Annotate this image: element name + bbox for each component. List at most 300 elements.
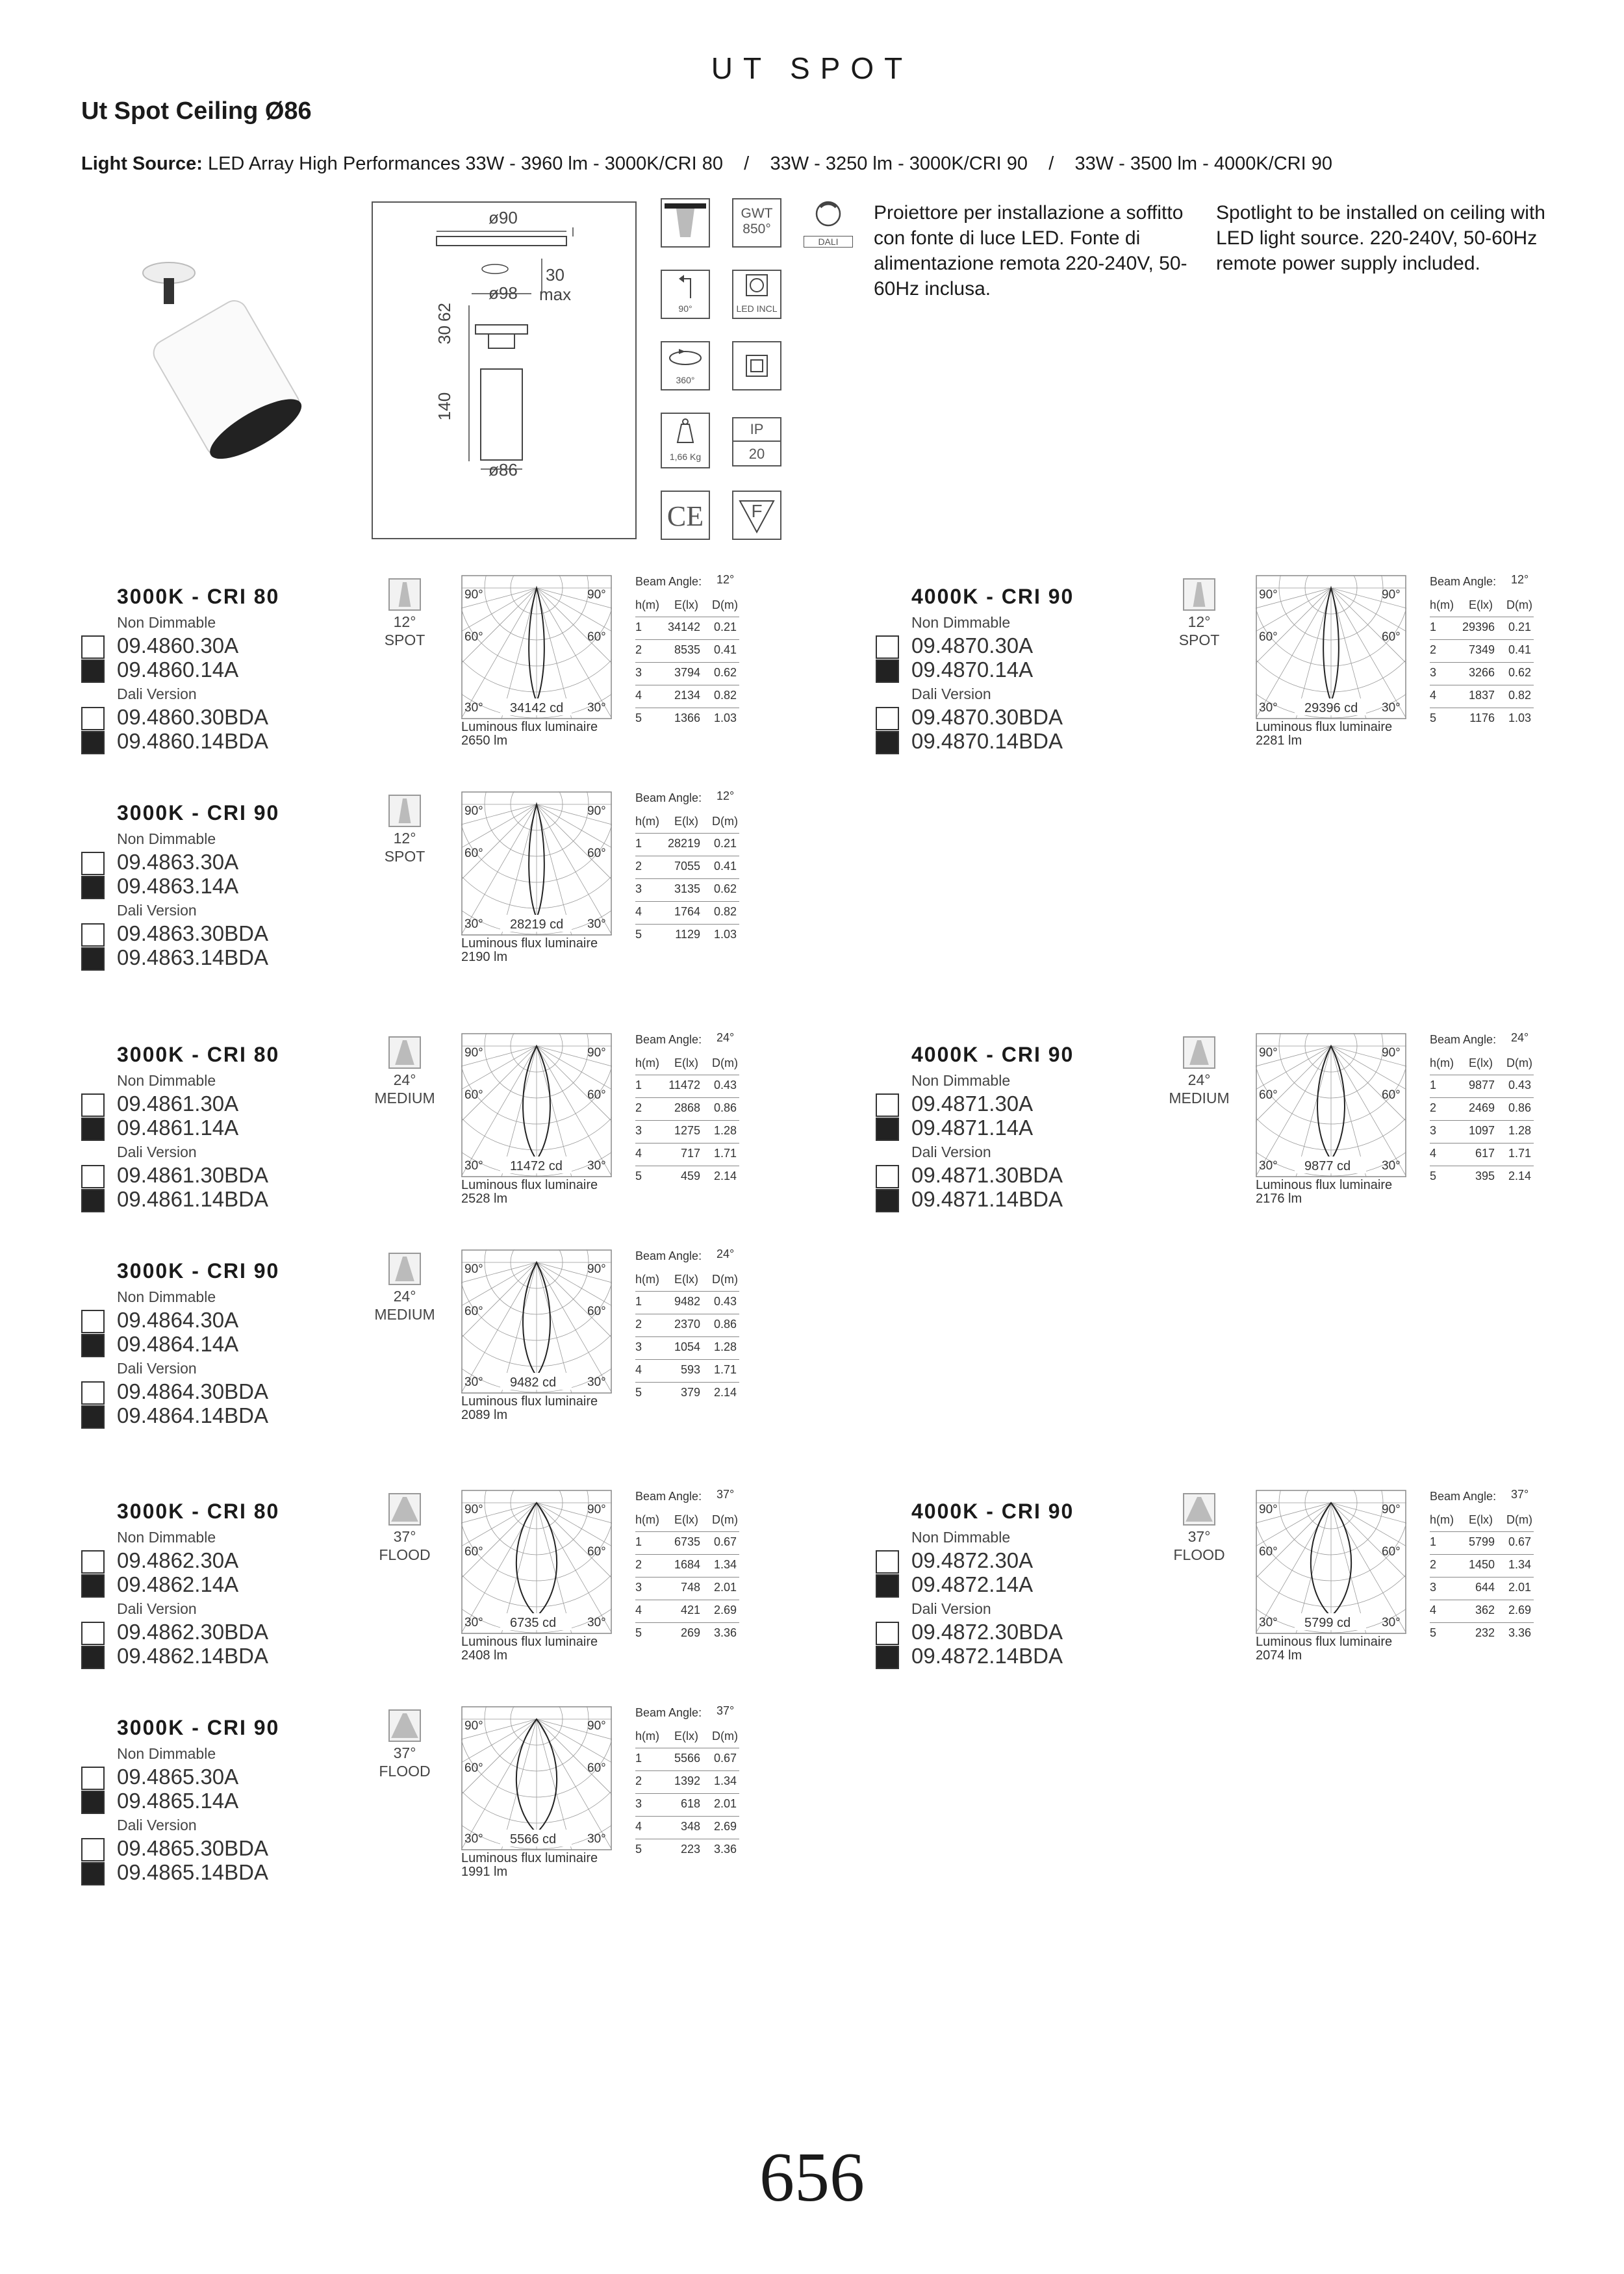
luminous-flux-caption: Luminous flux luminaire [1256, 1635, 1393, 1649]
table-cell-d: 0.21 [1508, 620, 1531, 633]
black-finish-swatch [81, 947, 105, 971]
light-source-line [81, 153, 1332, 175]
table-cell-e: 232 [1475, 1626, 1495, 1639]
non-dimmable-label: Non Dimmable [117, 830, 216, 847]
table-divider [635, 1382, 739, 1383]
table-divider [635, 1359, 739, 1360]
table-cell-d: 2.69 [1508, 1603, 1531, 1616]
polar-angle-label: 30° [1382, 1159, 1401, 1173]
dali-label: DALI [804, 236, 853, 248]
table-cell-e: 1275 [674, 1124, 700, 1137]
f-mark-icon [732, 491, 781, 540]
table-divider [1430, 1531, 1534, 1532]
black-finish-swatch [81, 1118, 105, 1141]
table-cell-h: 4 [1430, 1147, 1437, 1160]
col-e: E(lx) [674, 1730, 698, 1743]
article-code: 09.4864.30A [117, 1308, 239, 1332]
brand-title: UT SPOT [711, 51, 913, 85]
col-h: h(m) [635, 815, 659, 828]
table-divider [1430, 1577, 1534, 1578]
luminous-flux-value: 2650 lm [461, 734, 508, 748]
beam-shape-icon [388, 1253, 421, 1285]
polar-angle-label: 90° [464, 1262, 483, 1276]
weight-label: 1,66 Kg [669, 452, 702, 462]
table-cell-e: 1366 [674, 711, 700, 724]
article-code: 09.4871.14A [911, 1116, 1034, 1140]
beam-angle-caption: Beam Angle: [635, 1706, 702, 1719]
polar-angle-label: 30° [1382, 1616, 1401, 1629]
table-cell-e: 617 [1475, 1147, 1495, 1160]
table-cell-e: 1684 [674, 1558, 700, 1571]
col-d: D(m) [1506, 1513, 1532, 1526]
article-code: 09.4862.14A [117, 1572, 239, 1596]
polar-angle-label: 60° [587, 630, 606, 644]
dali-version-label: Dali Version [117, 1600, 197, 1617]
non-dimmable-label: Non Dimmable [117, 1288, 216, 1305]
light-source-label: Light Source: [81, 153, 203, 174]
polar-angle-label: 30° [587, 917, 606, 931]
dimension-drawing [372, 201, 637, 539]
table-cell-d: 2.69 [713, 1603, 737, 1616]
table-cell-d: 0.21 [713, 837, 737, 850]
table-cell-d: 0.21 [713, 620, 737, 633]
ip-label: IP [733, 421, 780, 442]
table-divider [635, 1793, 739, 1794]
beam-angle-label: 12° [1187, 613, 1211, 630]
table-cell-h: 4 [635, 1603, 642, 1616]
beam-type-label: FLOOD [379, 1763, 431, 1780]
table-cell-d: 2.14 [1508, 1169, 1531, 1182]
table-cell-e: 1176 [1469, 711, 1495, 724]
table-cell-d: 1.28 [713, 1124, 737, 1137]
section-title: 4000K - CRI 90 [911, 585, 1074, 608]
section-title: 3000K - CRI 90 [117, 801, 280, 824]
article-code: 09.4863.30BDA [117, 921, 269, 945]
article-code: 09.4862.14BDA [117, 1644, 269, 1668]
polar-angle-label: 90° [1382, 1046, 1401, 1060]
polar-angle-label: 30° [464, 1616, 483, 1629]
table-cell-h: 1 [635, 1295, 642, 1308]
beam-angle-label: 24° [393, 1288, 416, 1305]
beam-shape-icon [388, 1709, 421, 1742]
peak-intensity-label: 28219 cd [510, 917, 564, 932]
col-e: E(lx) [674, 598, 698, 611]
description-english: Spotlight to be installed on ceiling with LED light source. 220-240V, 50-60Hz remote power supply included. [1216, 202, 1545, 274]
table-cell-h: 4 [1430, 1603, 1437, 1616]
beam-type-label: MEDIUM [1169, 1090, 1230, 1106]
col-d: D(m) [712, 598, 738, 611]
beam-shape-icon [1183, 578, 1215, 611]
table-cell-d: 1.03 [713, 928, 737, 941]
table-cell-h: 3 [635, 666, 642, 679]
beam-type-label: MEDIUM [374, 1090, 435, 1106]
table-cell-h: 3 [1430, 1124, 1437, 1137]
article-code: 09.4870.30A [911, 633, 1034, 658]
table-cell-e: 1097 [1468, 1124, 1495, 1137]
table-cell-e: 3794 [674, 666, 700, 679]
beam-angle-label: 12° [393, 613, 416, 630]
polar-angle-label: 60° [464, 1761, 483, 1775]
article-code: 09.4861.14A [117, 1116, 239, 1140]
dim-max: max [539, 285, 572, 304]
beam-shape-icon [388, 578, 421, 611]
polar-angle-label: 60° [1259, 630, 1278, 644]
table-divider [635, 901, 739, 902]
table-divider [635, 1291, 739, 1292]
non-dimmable-label: Non Dimmable [911, 614, 1011, 631]
dim-v30: 30 [434, 326, 454, 344]
table-cell-d: 0.86 [713, 1318, 737, 1331]
beam-angle-label: 12° [393, 830, 416, 847]
table-divider [635, 833, 739, 834]
article-code: 09.4864.14BDA [117, 1403, 269, 1427]
table-cell-h: 1 [1430, 620, 1437, 633]
col-d: D(m) [712, 815, 738, 828]
beam-angle-caption: Beam Angle: [1430, 1033, 1497, 1046]
table-divider [1430, 1120, 1534, 1121]
polar-angle-label: 30° [1259, 1616, 1278, 1629]
luminous-flux-value: 2408 lm [461, 1648, 508, 1663]
col-h: h(m) [635, 598, 659, 611]
polar-angle-label: 90° [587, 588, 606, 602]
black-finish-swatch [876, 1574, 899, 1598]
section-title: 3000K - CRI 80 [117, 1500, 280, 1523]
polar-angle-label: 90° [464, 1503, 483, 1516]
table-cell-e: 34142 [667, 620, 700, 633]
white-finish-swatch [876, 1165, 899, 1188]
table-cell-d: 2.01 [713, 1797, 737, 1810]
polar-angle-label: 90° [587, 1262, 606, 1276]
table-cell-e: 1054 [674, 1340, 700, 1353]
beam-angle-caption: Beam Angle: [635, 575, 702, 588]
peak-intensity-label: 5566 cd [510, 1832, 557, 1846]
white-finish-swatch [876, 707, 899, 730]
black-finish-swatch [81, 659, 105, 683]
article-code: 09.4863.14BDA [117, 945, 269, 969]
table-cell-d: 0.82 [1508, 689, 1531, 702]
article-code: 09.4872.30A [911, 1548, 1034, 1572]
polar-angle-label: 30° [464, 1832, 483, 1846]
table-cell-h: 3 [635, 1124, 642, 1137]
col-e: E(lx) [1469, 1513, 1493, 1526]
non-dimmable-label: Non Dimmable [911, 1072, 1011, 1089]
table-cell-d: 0.82 [713, 905, 737, 918]
table-cell-d: 2.69 [713, 1820, 737, 1833]
article-code: 09.4871.14BDA [911, 1187, 1063, 1211]
table-cell-h: 1 [635, 1535, 642, 1548]
table-cell-d: 1.71 [713, 1363, 737, 1376]
polar-angle-label: 60° [464, 1088, 483, 1102]
section-title: 3000K - CRI 90 [117, 1259, 280, 1283]
polar-angle-label: 30° [1259, 1159, 1278, 1173]
table-cell-d: 0.43 [713, 1295, 737, 1308]
polar-angle-label: 60° [587, 1545, 606, 1559]
col-d: D(m) [712, 1730, 738, 1743]
article-code: 09.4871.30BDA [911, 1163, 1063, 1187]
table-cell-d: 1.34 [1508, 1558, 1531, 1571]
black-finish-swatch [81, 731, 105, 754]
ip-value: 20 [748, 446, 765, 462]
spot-shape-icon [661, 198, 710, 248]
polar-angle-label: 90° [1259, 1503, 1278, 1516]
section-title: 3000K - CRI 80 [117, 585, 280, 608]
polar-angle-label: 90° [587, 1503, 606, 1516]
article-code: 09.4865.14BDA [117, 1860, 269, 1884]
polar-angle-label: 30° [464, 701, 483, 715]
table-cell-e: 7055 [674, 860, 700, 873]
white-finish-swatch [81, 707, 105, 730]
table-cell-e: 1129 [675, 928, 700, 941]
table-cell-h: 2 [635, 1774, 642, 1787]
polar-angle-label: 60° [587, 1305, 606, 1318]
white-finish-swatch [81, 1310, 105, 1333]
dali-version-label: Dali Version [117, 1143, 197, 1160]
table-cell-e: 379 [680, 1386, 700, 1399]
luminous-flux-caption: Luminous flux luminaire [461, 1178, 598, 1192]
table-cell-h: 3 [1430, 666, 1437, 679]
col-e: E(lx) [674, 1273, 698, 1286]
dali-version-label: Dali Version [117, 902, 197, 919]
beam-shape-icon [1183, 1036, 1215, 1069]
table-cell-e: 11472 [668, 1079, 700, 1092]
table-cell-e: 421 [680, 1603, 700, 1616]
article-code: 09.4871.30A [911, 1092, 1034, 1116]
table-cell-h: 5 [635, 1386, 642, 1399]
table-cell-d: 1.28 [713, 1340, 737, 1353]
table-cell-h: 5 [1430, 1626, 1437, 1639]
description-italian: Proiettore per installazione a soffitto con fonte di luce LED. Fonte di alimentazione remota 220-240V, 50-60Hz inclusa. [874, 202, 1187, 300]
table-cell-d: 0.43 [1508, 1079, 1531, 1092]
col-h: h(m) [635, 1056, 659, 1069]
polar-angle-label: 30° [1259, 701, 1278, 715]
table-cell-e: 2868 [674, 1101, 700, 1114]
table-cell-d: 1.71 [1508, 1147, 1531, 1160]
polar-angle-label: 90° [1382, 588, 1401, 602]
table-cell-h: 3 [635, 1797, 642, 1810]
table-cell-h: 2 [635, 860, 642, 873]
article-code: 09.4863.30A [117, 850, 239, 874]
black-finish-swatch [876, 1118, 899, 1141]
table-cell-d: 2.01 [713, 1581, 737, 1594]
table-cell-h: 1 [635, 837, 642, 850]
table-cell-d: 0.67 [713, 1535, 737, 1548]
dim-d90: ø90 [488, 208, 518, 227]
black-finish-swatch [876, 731, 899, 754]
col-h: h(m) [1430, 598, 1454, 611]
dali-version-label: Dali Version [117, 1817, 197, 1833]
led-included-icon [732, 270, 781, 319]
table-cell-h: 5 [635, 1169, 642, 1182]
polar-angle-label: 90° [464, 588, 483, 602]
table-cell-e: 1450 [1468, 1558, 1495, 1571]
product-photo [130, 247, 318, 461]
table-divider [1430, 1622, 1534, 1623]
article-code: 09.4864.14A [117, 1332, 239, 1356]
black-finish-swatch [81, 1791, 105, 1814]
black-finish-swatch [876, 1189, 899, 1212]
polar-angle-label: 60° [1382, 1088, 1401, 1102]
polar-angle-label: 90° [587, 1046, 606, 1060]
beam-angle-caption: Beam Angle: [635, 791, 702, 804]
article-code: 09.4861.30BDA [117, 1163, 269, 1187]
table-divider [635, 662, 739, 663]
luminous-flux-value: 2528 lm [461, 1192, 508, 1206]
beam-type-label: FLOOD [379, 1546, 431, 1563]
polar-angle-label: 30° [587, 1159, 606, 1173]
white-finish-swatch [876, 1093, 899, 1117]
table-cell-e: 1764 [674, 905, 700, 918]
table-cell-e: 3135 [674, 882, 700, 895]
polar-angle-label: 60° [464, 847, 483, 860]
table-divider [1430, 662, 1534, 663]
black-finish-swatch [81, 1646, 105, 1669]
beam-type-label: SPOT [384, 632, 425, 648]
table-cell-h: 4 [635, 1147, 642, 1160]
table-divider [1430, 1554, 1534, 1555]
table-cell-e: 593 [680, 1363, 700, 1376]
article-code: 09.4870.14A [911, 658, 1034, 682]
article-code: 09.4865.30A [117, 1765, 239, 1789]
table-cell-d: 1.34 [713, 1774, 737, 1787]
table-cell-e: 9482 [674, 1295, 700, 1308]
non-dimmable-label: Non Dimmable [117, 614, 216, 631]
polar-angle-label: 60° [587, 847, 606, 860]
polar-angle-label: 30° [587, 1832, 606, 1846]
article-code: 09.4862.30A [117, 1548, 239, 1572]
article-code: 09.4870.14BDA [911, 729, 1063, 753]
dali-icon [804, 198, 853, 248]
table-cell-d: 0.41 [713, 860, 737, 873]
table-cell-e: 28219 [667, 837, 700, 850]
beam-angle-caption: Beam Angle: [1430, 575, 1497, 588]
polar-angle-label: 90° [587, 1719, 606, 1733]
black-finish-swatch [81, 1405, 105, 1429]
beam-angle-value: 37° [717, 1488, 735, 1501]
f-mark-label: F [751, 501, 763, 521]
table-cell-e: 348 [680, 1820, 700, 1833]
table-cell-e: 618 [680, 1797, 700, 1810]
beam-angle-caption: Beam Angle: [635, 1033, 702, 1046]
polar-angle-label: 90° [464, 804, 483, 818]
table-cell-d: 0.41 [1508, 643, 1531, 656]
non-dimmable-label: Non Dimmable [117, 1745, 216, 1762]
black-finish-swatch [876, 1646, 899, 1669]
table-cell-e: 717 [680, 1147, 700, 1160]
luminous-flux-value: 2190 lm [461, 950, 508, 964]
article-code: 09.4872.30BDA [911, 1620, 1063, 1644]
beam-angle-value: 24° [717, 1247, 735, 1260]
table-cell-e: 7349 [1468, 643, 1495, 656]
table-cell-h: 2 [1430, 643, 1437, 656]
table-cell-h: 1 [635, 620, 642, 633]
polar-angle-label: 30° [587, 701, 606, 715]
table-cell-d: 1.03 [713, 711, 737, 724]
white-finish-swatch [876, 1550, 899, 1574]
col-d: D(m) [712, 1273, 738, 1286]
col-h: h(m) [1430, 1056, 1454, 1069]
table-cell-d: 1.28 [1508, 1124, 1531, 1137]
article-code: 09.4861.30A [117, 1092, 239, 1116]
table-cell-h: 1 [1430, 1535, 1437, 1548]
table-cell-d: 0.67 [1508, 1535, 1531, 1548]
luminous-flux-caption: Luminous flux luminaire [1256, 1178, 1393, 1192]
table-divider [1430, 639, 1534, 640]
product-title: Ut Spot Ceiling Ø86 [81, 97, 312, 125]
table-cell-e: 395 [1475, 1169, 1495, 1182]
table-cell-d: 2.14 [713, 1169, 737, 1182]
table-cell-h: 3 [635, 1581, 642, 1594]
table-divider [635, 924, 739, 925]
polar-angle-label: 30° [587, 1375, 606, 1389]
black-finish-swatch [81, 1574, 105, 1598]
table-cell-d: 0.43 [713, 1079, 737, 1092]
beam-angle-label: 24° [1187, 1071, 1211, 1088]
ip-rating-icon [732, 417, 781, 466]
led-incl-label: LED INCL [736, 303, 778, 314]
table-cell-d: 3.36 [713, 1843, 737, 1856]
white-finish-swatch [81, 1838, 105, 1861]
beam-shape-icon [1183, 1493, 1215, 1526]
section-title: 4000K - CRI 90 [911, 1500, 1074, 1523]
beam-angle-value: 37° [1511, 1488, 1529, 1501]
gwt-label: GWT [741, 206, 773, 221]
table-divider [635, 1120, 739, 1121]
beam-type-label: SPOT [1178, 632, 1220, 648]
white-finish-swatch [81, 1381, 105, 1405]
beam-angle-value: 12° [1511, 573, 1529, 586]
table-cell-e: 223 [680, 1843, 700, 1856]
col-e: E(lx) [674, 1056, 698, 1069]
non-dimmable-label: Non Dimmable [117, 1072, 216, 1089]
polar-angle-label: 90° [464, 1719, 483, 1733]
beam-angle-caption: Beam Angle: [635, 1249, 702, 1262]
dali-version-label: Dali Version [117, 685, 197, 702]
black-finish-swatch [81, 1189, 105, 1212]
peak-intensity-label: 9482 cd [510, 1375, 557, 1390]
beam-shape-icon [388, 1493, 421, 1526]
table-cell-e: 748 [680, 1581, 700, 1594]
beam-angle-value: 24° [717, 1031, 735, 1044]
luminous-flux-caption: Luminous flux luminaire [1256, 720, 1393, 734]
table-cell-h: 5 [1430, 711, 1437, 724]
white-finish-swatch [81, 1622, 105, 1645]
dim-d86: ø86 [488, 460, 518, 479]
polar-angle-label: 60° [464, 1305, 483, 1318]
polar-angle-label: 30° [464, 1375, 483, 1389]
table-cell-h: 2 [635, 643, 642, 656]
table-cell-e: 2134 [674, 689, 700, 702]
article-code: 09.4865.30BDA [117, 1836, 269, 1860]
table-cell-h: 4 [635, 1363, 642, 1376]
luminous-flux-caption: Luminous flux luminaire [461, 1851, 598, 1865]
col-d: D(m) [712, 1056, 738, 1069]
article-code: 09.4861.14BDA [117, 1187, 269, 1211]
article-code: 09.4865.14A [117, 1789, 239, 1813]
ce-label: CE [666, 500, 704, 532]
non-dimmable-label: Non Dimmable [117, 1529, 216, 1546]
beam-angle-label: 37° [393, 1744, 416, 1761]
beam-angle-value: 37° [717, 1704, 735, 1717]
table-cell-d: 0.86 [1508, 1101, 1531, 1114]
dim-v140: 140 [435, 392, 455, 421]
table-cell-e: 459 [680, 1169, 700, 1182]
dim-h30: 30 [546, 265, 565, 285]
table-cell-h: 1 [1430, 1079, 1437, 1092]
table-divider [635, 639, 739, 640]
table-cell-d: 1.71 [713, 1147, 737, 1160]
luminous-flux-caption: Luminous flux luminaire [461, 1394, 598, 1409]
table-divider [635, 1554, 739, 1555]
